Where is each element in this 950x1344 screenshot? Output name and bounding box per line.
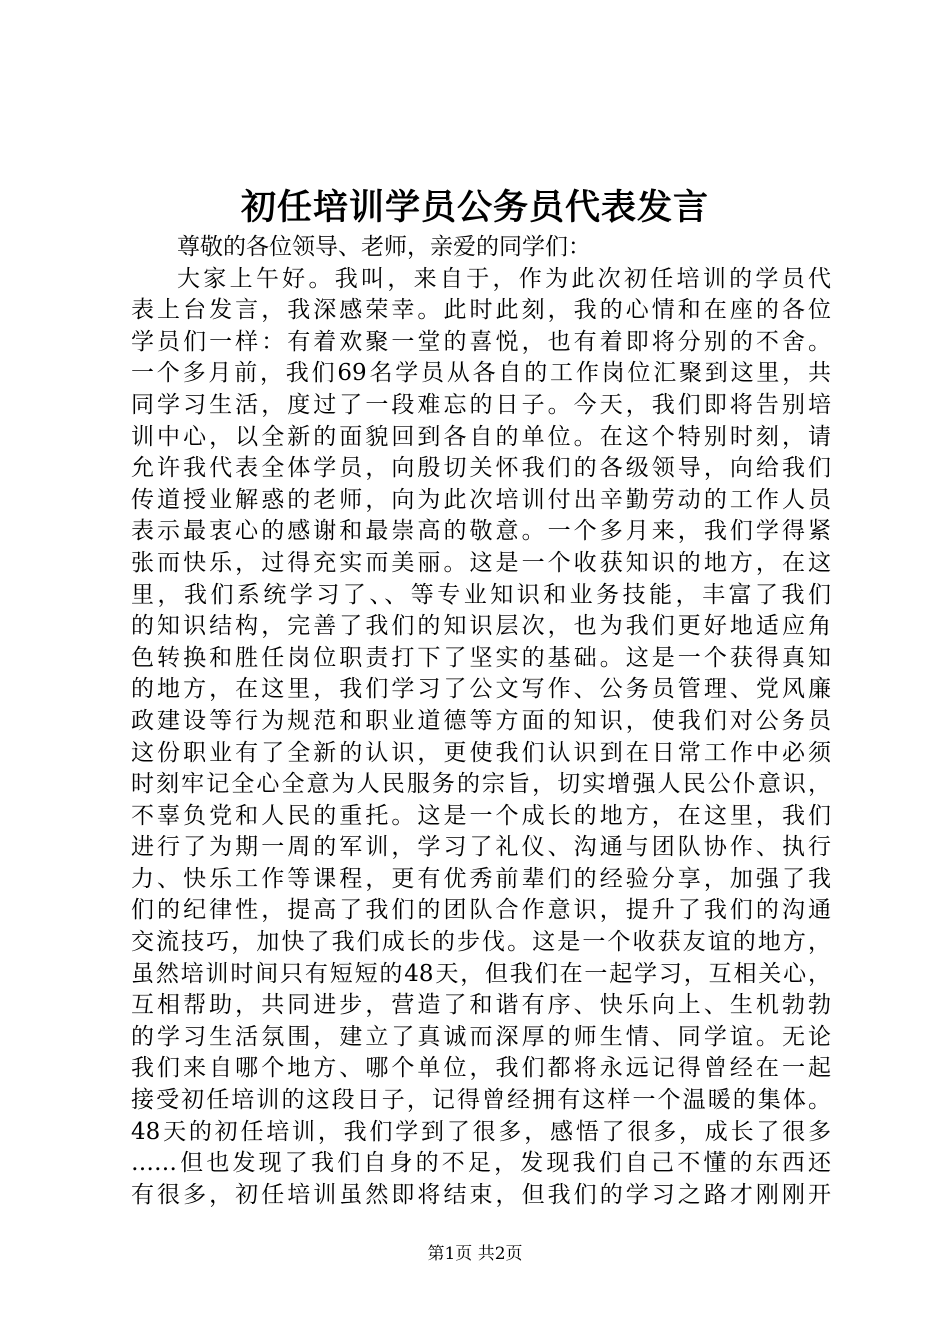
body-line: 的地方，在这里，我们学习了公文写作、公务员管理、党风廉 bbox=[131, 676, 831, 703]
page-number: 第1页 共2页 bbox=[427, 1244, 523, 1264]
body-line: 们的纪律性，提高了我们的团队合作意识，提升了我们的沟通 bbox=[131, 897, 831, 924]
body-line: 虽然培训时间只有短短的48天，但我们在一起学习，互相关心， bbox=[131, 960, 831, 987]
body-line: 大家上午好。我叫，来自于，作为此次初任培训的学员代 bbox=[177, 265, 831, 292]
page-title: 初任培训学员公务员代表发言 bbox=[240, 187, 709, 228]
body-line: 的知识结构，完善了我们的知识层次，也为我们更好地适应角 bbox=[131, 613, 831, 640]
body-line: 传道授业解惑的老师，向为此次培训付出辛勤劳动的工作人员 bbox=[131, 486, 831, 513]
body-line: 学员们一样：有着欢聚一堂的喜悦，也有着即将分别的不舍。 bbox=[131, 328, 831, 355]
body-line: 一个多月前，我们69名学员从各自的工作岗位汇聚到这里，共 bbox=[131, 360, 831, 387]
body-line: 政建设等行为规范和职业道德等方面的知识，使我们对公务员 bbox=[131, 707, 831, 734]
body-paragraph bbox=[131, 264, 831, 1212]
salutation: 尊敬的各位领导、老师，亲爱的同学们： bbox=[177, 234, 591, 260]
body-line: 张而快乐，过得充实而美丽。这是一个收获知识的地方，在这 bbox=[131, 549, 831, 576]
body-line: 进行了为期一周的军训，学习了礼仪、沟通与团队协作、执行 bbox=[131, 834, 831, 861]
body-line: 我们来自哪个地方、哪个单位，我们都将永远记得曾经在一起 bbox=[131, 1055, 831, 1082]
body-line: 训中心，以全新的面貌回到各自的单位。在这个特别时刻，请 bbox=[131, 423, 831, 450]
body-line: 48天的初任培训，我们学到了很多，感悟了很多，成长了很多 bbox=[131, 1118, 831, 1145]
body-line: 交流技巧，加快了我们成长的步伐。这是一个收获友谊的地方， bbox=[131, 929, 831, 956]
body-line: 时刻牢记全心全意为人民服务的宗旨，切实增强人民公仆意识， bbox=[131, 771, 831, 798]
body-line: 允许我代表全体学员，向殷切关怀我们的各级领导，向给我们 bbox=[131, 455, 831, 482]
body-line: 互相帮助，共同进步，营造了和谐有序、快乐向上、生机勃勃 bbox=[131, 992, 831, 1019]
body-line: 色转换和胜任岗位职责打下了坚实的基础。这是一个获得真知 bbox=[131, 644, 831, 671]
body-line: 这份职业有了全新的认识，更使我们认识到在日常工作中必须 bbox=[131, 739, 831, 766]
body-line: 同学习生活，度过了一段难忘的日子。今天，我们即将告别培 bbox=[131, 391, 831, 418]
body-line: 表示最衷心的感谢和最崇高的敬意。一个多月来，我们学得紧 bbox=[131, 518, 831, 545]
body-line: 接受初任培训的这段日子，记得曾经拥有这样一个温暖的集体。 bbox=[131, 1087, 831, 1114]
body-line: ……但也发现了我们自身的不足，发现我们自己不懂的东西还 bbox=[131, 1150, 831, 1177]
body-line: 力、快乐工作等课程，更有优秀前辈们的经验分享，加强了我 bbox=[131, 865, 831, 892]
body-line: 表上台发言，我深感荣幸。此时此刻，我的心情和在座的各位 bbox=[131, 297, 831, 324]
body-line: 有很多，初任培训虽然即将结束，但我们的学习之路才刚刚开 bbox=[131, 1181, 831, 1208]
body-line: 里，我们系统学习了、、等专业知识和业务技能，丰富了我们 bbox=[131, 581, 831, 608]
body-line: 的学习生活氛围，建立了真诚而深厚的师生情、同学谊。无论 bbox=[131, 1023, 831, 1050]
document-body bbox=[131, 232, 831, 1211]
body-line: 不辜负党和人民的重托。这是一个成长的地方，在这里，我们 bbox=[131, 802, 831, 829]
